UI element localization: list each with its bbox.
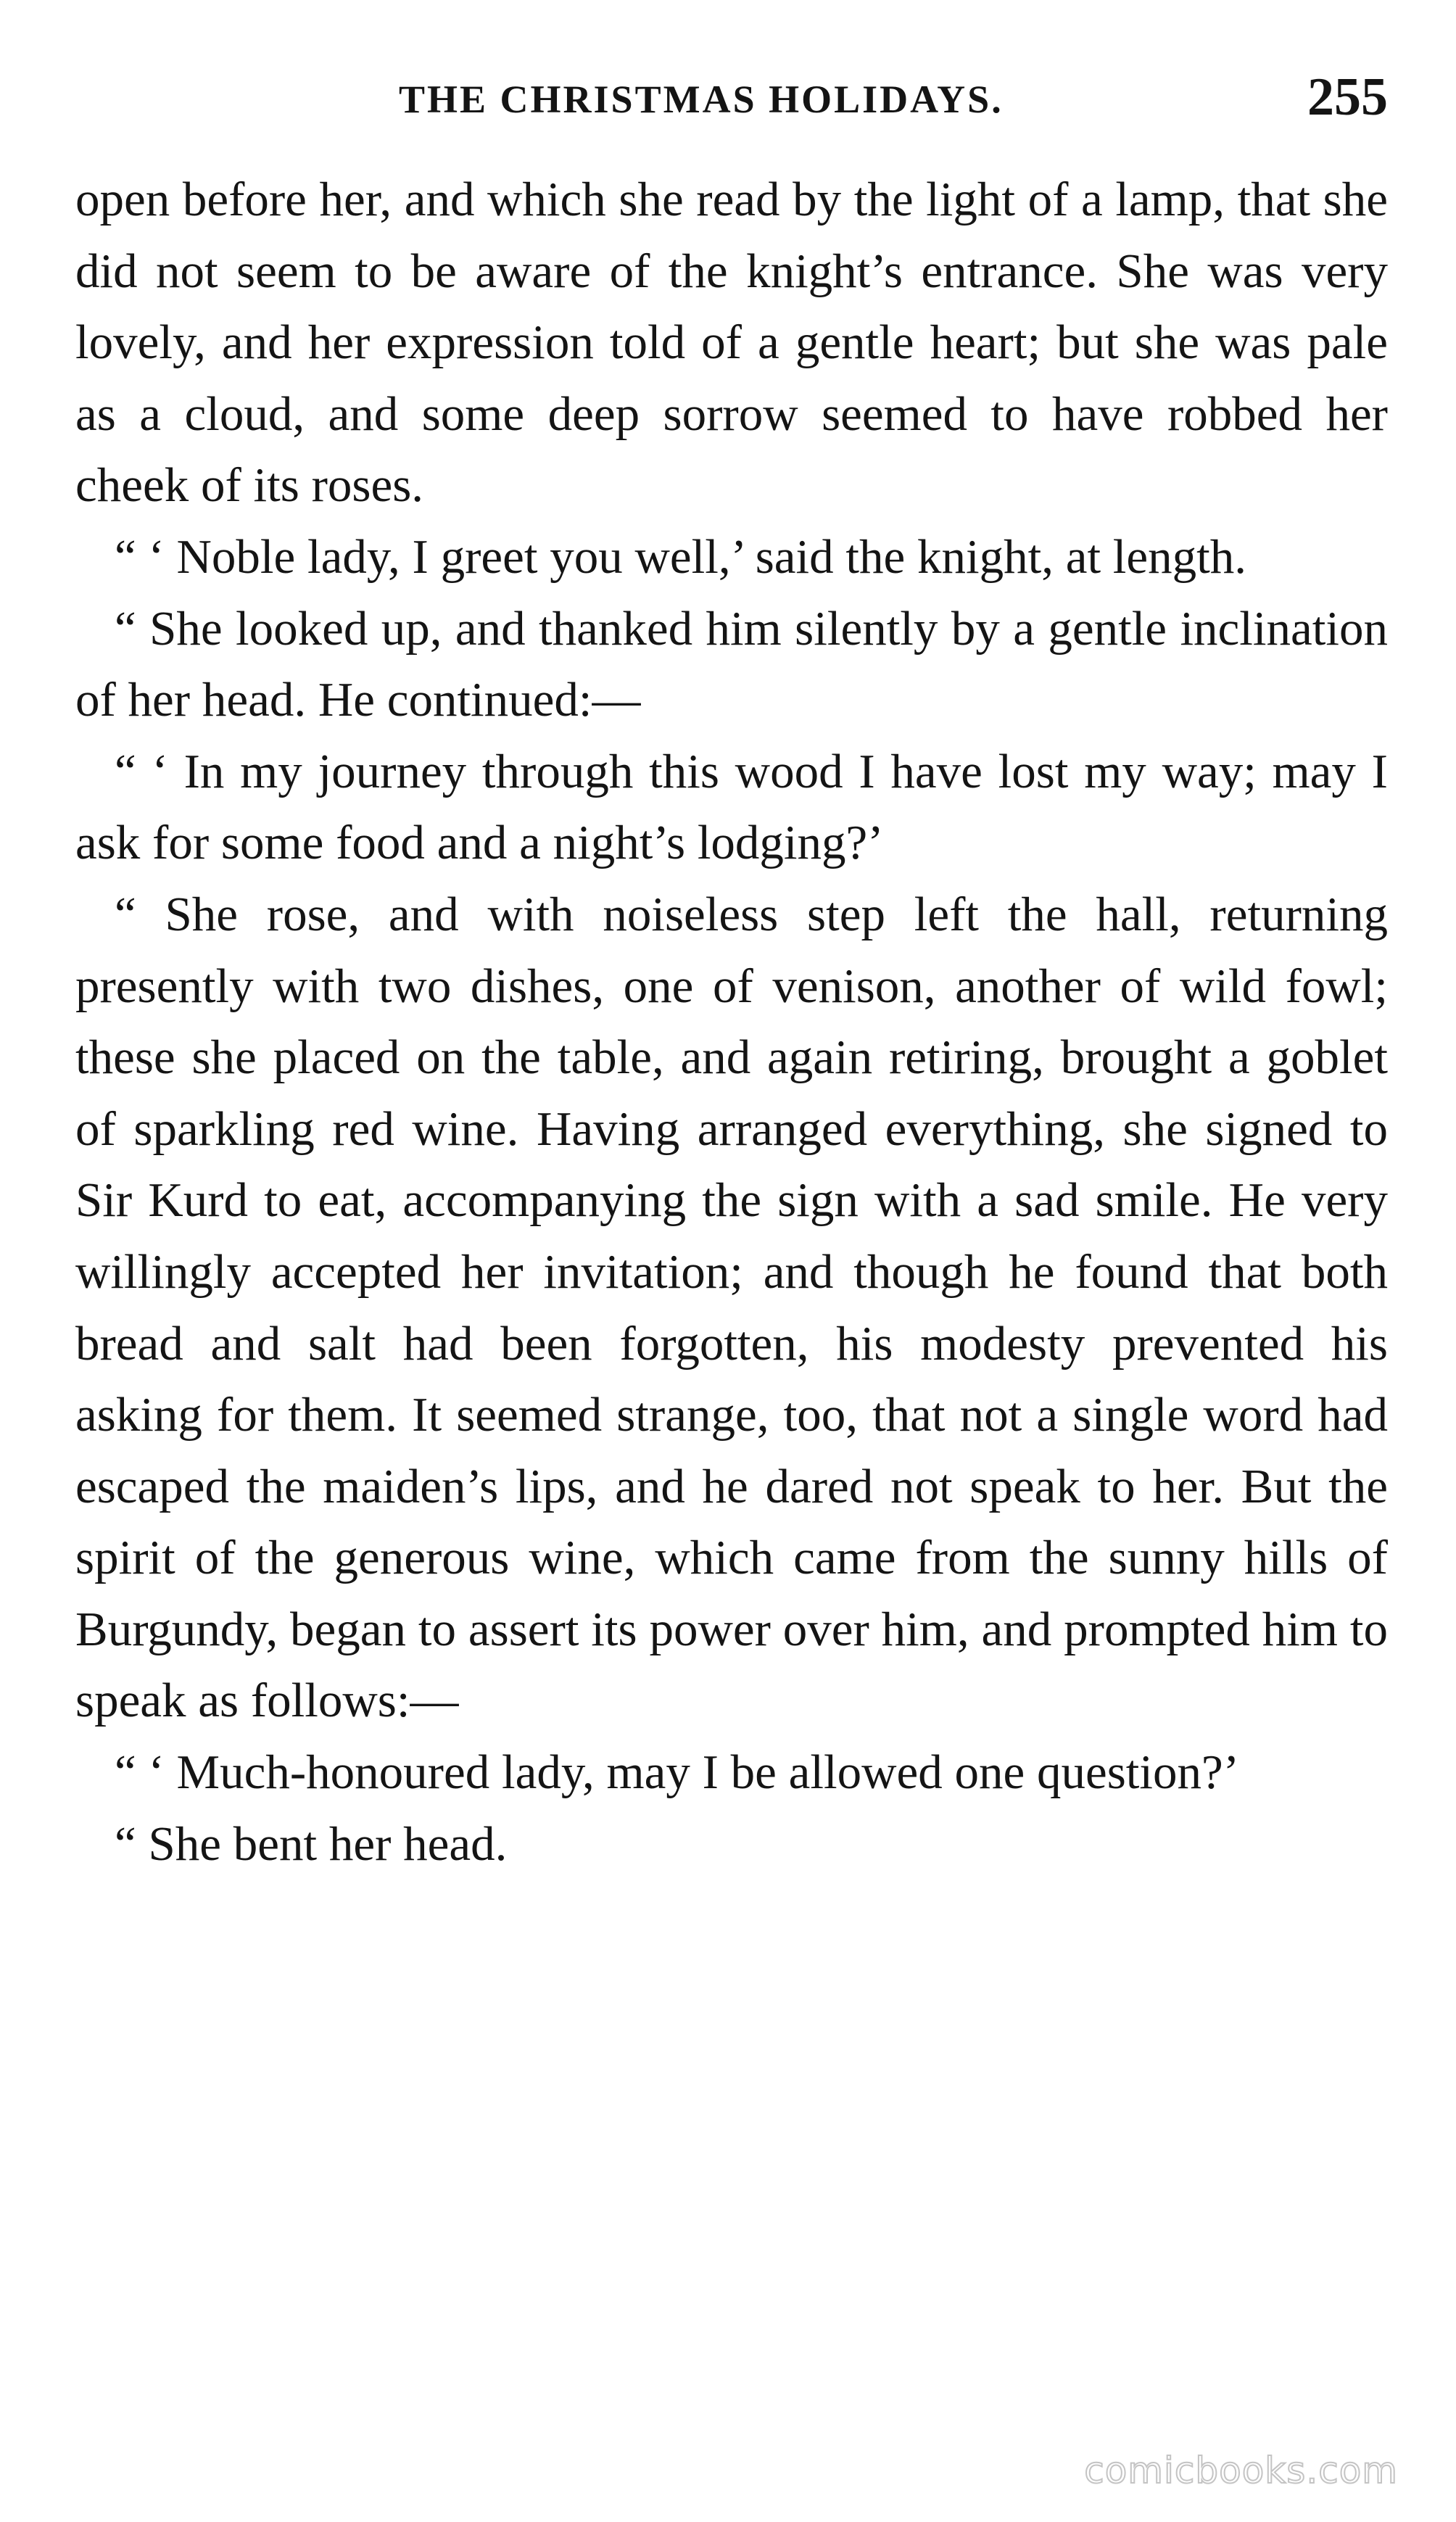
- paragraph: “ She rose, and with noiseless step left the hall, returning presently with two dishes, one of venison, another of wild fowl; these she placed on the table, and again retiring, brought a goblet of sparkling red wine. Having arranged everything, she signed to Sir Kurd to eat, accompanying the sign with a sad smile. He very willingly accepted her invitation; and though he found that both bread and salt had been forgotten, his modesty prevented his asking for them. It seemed strange, too, that not a single word had escaped the maiden’s lips, and he dared not speak to her. But the spirit of the generous wine, which came from the sunny hills of Burgundy, began to assert its power over him, and prompted him to speak as follows:—: [75, 887, 1388, 1728]
- body-text: [75, 164, 1388, 1880]
- paragraph: open before her, and which she read by the light of a lamp, that she did not seem to be aware of the knight’s entrance. She was very lovely, and her expression told of a gentle heart; but she was pale as a cloud, and some deep sorrow seemed to have robbed her cheek of its roses.: [75, 173, 1388, 513]
- page-number: 255: [1307, 67, 1388, 127]
- watermark: comicbooks.com: [1084, 2449, 1398, 2492]
- running-title: THE CHRISTMAS HOLIDAYS.: [399, 78, 1004, 121]
- paragraph: “ She looked up, and thanked him silently by a gentle inclination of her head. He continued:—: [75, 601, 1388, 727]
- running-head: [75, 67, 1388, 132]
- paragraph: “ ‘ In my journey through this wood I have lost my way; may I ask for some food and a night’s lodging?’: [75, 744, 1388, 870]
- paragraph: “ ‘ Noble lady, I greet you well,’ said the knight, at length.: [115, 529, 1247, 584]
- paragraph: “ ‘ Much-honoured lady, may I be allowed one question?’: [115, 1745, 1240, 1800]
- paragraph: “ She bent her head.: [115, 1816, 508, 1871]
